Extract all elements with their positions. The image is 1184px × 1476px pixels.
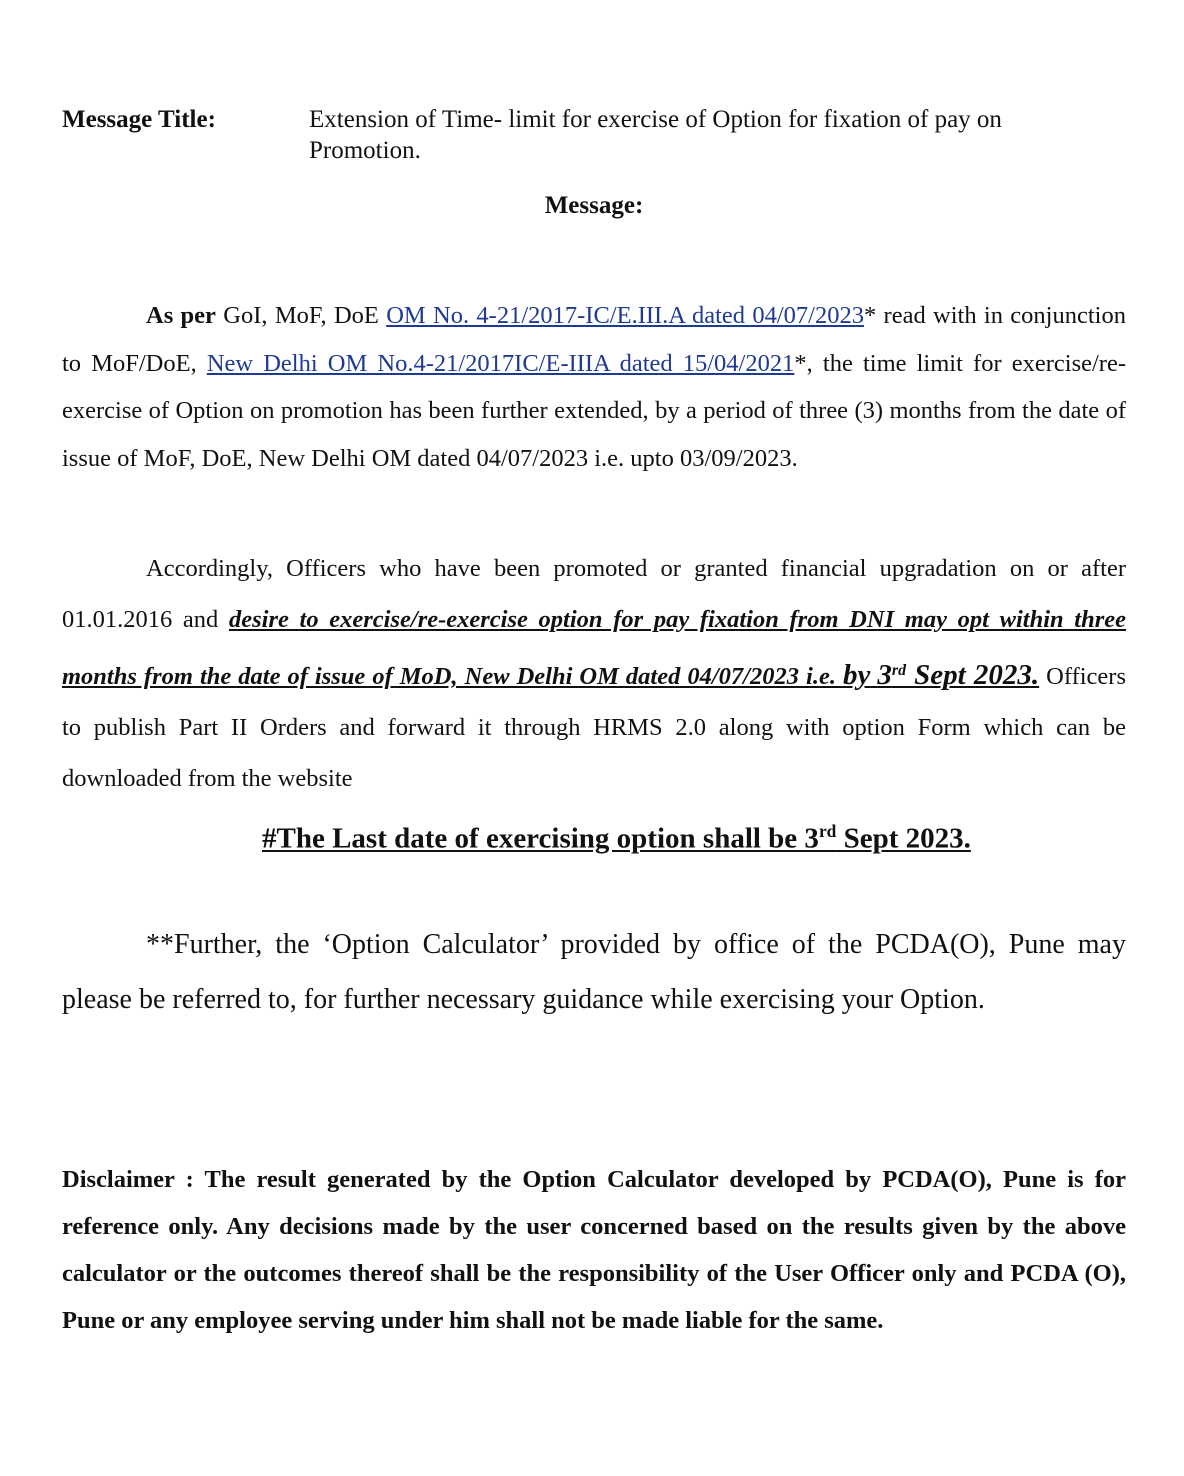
paragraph-option-calculator: **Further, the ‘Option Calculator’ provided by office of the PCDA(O), Pune may please be referred to, for further necessary guidance while exercising your Option.	[62, 929, 1126, 1015]
last-date-sup: rd	[818, 821, 837, 841]
om-2023-link[interactable]: OM No. 4-21/2017-IC/E.III.A dated 04/07/2023	[386, 302, 864, 329]
paragraph1-text-1: GoI, MoF, DoE	[215, 302, 387, 329]
emphasis-text: desire to exercise/re-exercise option for pay fixation from DNI may opt within three months from the date of issue of MoD, New Delhi OM dated 04/07/2023 i.e.	[62, 606, 1127, 691]
paragraph2-text-2: Officers to publish Part II Orders and forward it through HRMS 2.0 along with option Form which can be downloaded from the website	[62, 663, 1126, 793]
paragraph-om-extension	[62, 292, 1126, 482]
message-heading-wrap	[0, 192, 1184, 220]
paragraph1-text-3: *, the time limit for exercise/re-exercise of Option on promotion has been further extended, by a period of three (3) months from the date of issue of MoF, DoE, New Delhi OM dated 04/07/2023 i.e. upto 03/09/2023.	[62, 349, 1126, 472]
disclaimer: Disclaimer : The result generated by the Option Calculator developed by PCDA(O), Pune is for reference only. Any decisions made by the user concerned based on the results given by the above calculator or the outcomes thereof shall be the responsibility of the User Officer only and PCDA (O), Pune or any employee serving under him shall not be made liable for the same.	[62, 1166, 1126, 1334]
emphasis-date: Sept 2023.	[906, 659, 1040, 692]
paragraph-accordingly	[62, 543, 1126, 804]
message-title-label: Message Title:	[62, 106, 216, 133]
emphasis-day: 3	[877, 659, 892, 692]
last-date-text-post: Sept 2023.	[836, 822, 971, 855]
message-heading: Message:	[544, 192, 644, 219]
paragraph2-text-1: Accordingly, Officers who have been promoted or granted financial upgradation on or after 01.01.2016 and	[62, 555, 1126, 633]
last-date-text-pre: #The Last date of exercising option shall be 3	[262, 822, 819, 855]
emphasis-sup: rd	[891, 662, 907, 679]
last-date-notice	[262, 811, 971, 859]
message-title-text: Extension of Time- limit for exercise of Option for fixation of pay on Promotion.	[309, 106, 1002, 164]
lead-bold-text: As per	[146, 302, 216, 329]
paragraph1-text-2: * read with in conjunction to MoF/DoE,	[62, 302, 1126, 377]
om-2021-link[interactable]: New Delhi OM No.4-21/2017IC/E-IIIA dated 15/04/2021	[206, 349, 795, 377]
emphasis-by: by	[842, 659, 871, 692]
